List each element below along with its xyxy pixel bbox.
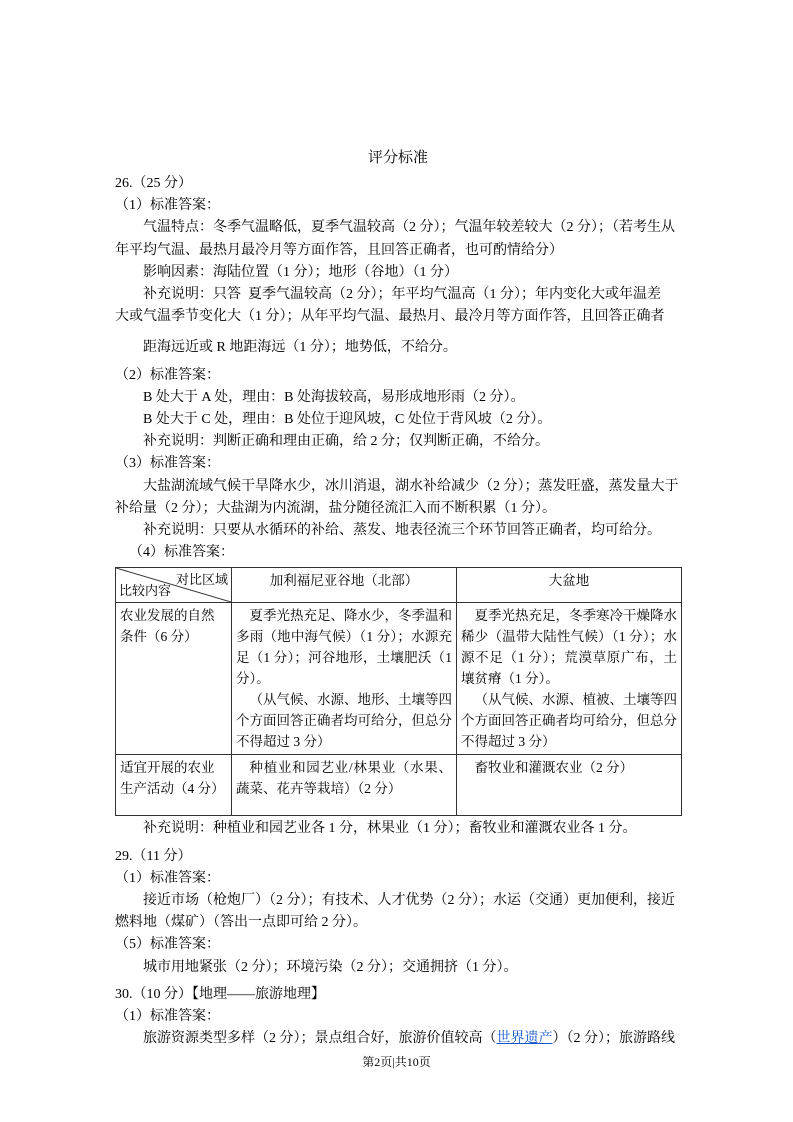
table-header-row xyxy=(116,568,682,603)
q26-s1-p2: 影响因素：海陆位置（1 分）；地形（谷地）（1 分） xyxy=(143,264,458,280)
q26-s2-label: （2）标准答案： xyxy=(115,367,220,383)
q26-s1-p4: 距海远近或 R 地距海远（1 分）；地势低，不给分。 xyxy=(143,340,457,356)
q26-s2-p1: B 处大于 A 处，理由：B 处海拔较高，易形成地形雨（2 分）。 xyxy=(143,389,525,405)
q26-s1-label: （1）标准答案： xyxy=(115,198,220,214)
cell-r1-great-basin-note: （从气候、水源、植被、土壤等四个方面回答正确者均可给分，但总分不得超过 3 分） xyxy=(461,692,677,750)
document-content xyxy=(115,146,681,1050)
table-row-farming-activities xyxy=(116,755,682,816)
q26-s2-p3: 补充说明：判断正确和理由正确，给 2 分；仅判断正确，不给分。 xyxy=(143,434,549,450)
q26-heading: 26.（25 分） xyxy=(115,176,192,191)
q26-s1-p3-line1: 补充说明：只答 夏季气温较高（2 分）；年平均气温高（1 分）；年内变化大或年温差 xyxy=(143,287,661,303)
q26-s3-p1-line1: 大盐湖流域气候干旱降水少，冰川消退，湖水补给减少（2 分）；蒸发旺盛，蒸发量大于 xyxy=(143,478,679,494)
cell-r1-california-answer: 夏季光热充足、降水少，冬季温和多雨（地中海气候）（1 分）；水源充足（1 分）；河谷地形，土壤肥沃（1 分）。 xyxy=(236,608,452,687)
page-title: 评分标准 xyxy=(367,150,428,166)
q29-s5-label: （5）标准答案： xyxy=(115,937,220,953)
world-heritage-link[interactable]: 世界遗产 xyxy=(496,1031,553,1047)
q26-s1-p1-line2: 年平均气温、最热月最冷月等方面作答，且回答正确者，也可酌情给分） xyxy=(115,242,563,258)
col-header-great-basin: 大盆地 xyxy=(457,568,682,603)
row-label-farming-activities: 适宜开展的农业生产活动（4 分） xyxy=(116,755,232,816)
cell-r2-great-basin xyxy=(457,755,682,816)
corner-label-region: 对比区域 xyxy=(175,572,228,588)
row-label-natural-conditions: 农业发展的自然条件（6 分） xyxy=(116,603,232,755)
cell-r2-great-basin-answer: 畜牧业和灌溉农业（2 分） xyxy=(474,760,634,776)
q26-s3-p2: 补充说明：只要从水循环的补给、蒸发、地表径流三个环节回答正确者，均可给分。 xyxy=(143,523,661,539)
col-header-california-valley: 加利福尼亚谷地（北部） xyxy=(232,568,457,603)
cell-r2-california-answer: 种植业和园艺业/林果业（水果、蔬菜、花卉等栽培）（2 分） xyxy=(236,760,452,797)
q26-s1-p3-line2: 大或气温季节变化大（1 分）；从年平均气温、最热月、最冷月等方面作答，且回答正确者 xyxy=(115,309,665,325)
table-row-natural-conditions xyxy=(116,603,682,755)
q26-s3-p1-line2: 补给量（2 分）；大盐湖为内流湖，盐分随径流汇入而不断积累（1 分）。 xyxy=(115,500,556,516)
q29-heading: 29.（11 分） xyxy=(115,848,192,864)
q30-s1-label: （1）标准答案： xyxy=(115,1009,220,1025)
q30-s1-p1 xyxy=(115,1028,681,1050)
q29-s1-p1-line2: 燃料地（煤矿）（答出一点即可给 2 分）。 xyxy=(115,915,367,931)
cell-r1-california xyxy=(232,603,457,755)
comparison-table xyxy=(115,567,682,816)
text-segment-post: ）（2 分）；旅游路线 xyxy=(552,1031,675,1047)
q26-s4-label: （4）标准答案： xyxy=(129,545,234,561)
q30-heading: 30.（10 分）【地理——旅游地理】 xyxy=(115,986,325,1002)
corner-label-content: 比较内容 xyxy=(119,583,172,599)
q26-s2-p2: B 处大于 C 处，理由：B 处位于迎风坡，C 处位于背风坡（2 分）。 xyxy=(143,412,552,428)
cell-r1-great-basin xyxy=(457,603,682,755)
q26-s4-note: 补充说明：种植业和园艺业各 1 分，林果业（1 分）；畜牧业和灌溉农业各 1 分。 xyxy=(143,821,637,837)
q26-s1-p1-line1: 气温特点：冬季气温略低，夏季气温较高（2 分）；气温年较差较大（2 分）；（若考生从 xyxy=(143,220,675,236)
q26-s3-label: （3）标准答案： xyxy=(115,456,220,472)
page-footer: 第2页|共10页 xyxy=(362,1055,431,1069)
q29-s1-label: （1）标准答案： xyxy=(115,870,220,886)
q29-s1-p1-line1: 接近市场（枪炮厂）（2 分）；有技术、人才优势（2 分）；水运（交通）更加便利，接近 xyxy=(143,893,675,909)
text-segment-pre: 旅游资源类型多样（2 分）；景点组合好，旅游价值较高（ xyxy=(143,1031,497,1047)
corner-cell xyxy=(116,568,232,603)
q29-s5-p1: 城市用地紧张（2 分）；环境污染（2 分）；交通拥挤（1 分）。 xyxy=(143,959,518,975)
cell-r1-california-note: （从气候、水源、地形、土壤等四个方面回答正确者均可给分，但总分不得超过 3 分） xyxy=(236,692,452,750)
cell-r1-great-basin-answer: 夏季光热充足，冬季寒冷干燥降水稀少（温带大陆性气候）（1 分）；水源不足（1 分）；荒漠草原广布，土壤贫瘠（1 分）。 xyxy=(461,608,677,687)
cell-r2-california xyxy=(232,755,457,816)
